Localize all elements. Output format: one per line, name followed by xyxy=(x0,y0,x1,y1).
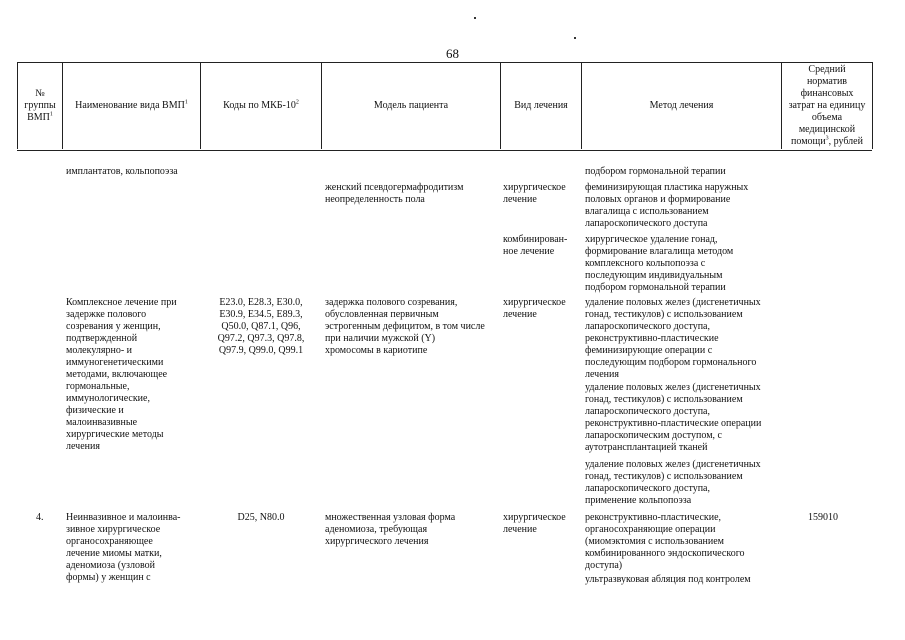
header-treatment-method: Метод лечения xyxy=(649,99,714,111)
method-cell: удаление половых желез (дисгенетичных гонад, тестикулов) с использованием лапароскопического доступа, применение кольпопоэза xyxy=(585,459,761,506)
treatment-type-cell: хирургическое лечение xyxy=(503,297,566,320)
patient-model-cell: задержка полового созревания, обусловленная первичным эстрогенным дефицитом, в том числе при наличии мужской (Y) хромосомы в кариотипе xyxy=(325,297,485,356)
vmp-name-cell: Неинвазивное и малоинва- зивное хирургическое органосохраняющее лечение миомы матки, аденомиоза (узловой формы) у женщин с xyxy=(66,512,181,583)
header-group-number: № группы ВМП$^1$ xyxy=(24,87,56,123)
speck xyxy=(474,17,476,19)
page-number: 68 xyxy=(446,46,459,61)
icd-codes-cell: D25, N80.0 xyxy=(237,512,285,523)
header-patient-model: Модель пациента xyxy=(373,99,449,111)
header-vmp-name: Наименование вида ВМП$^1$ xyxy=(75,99,188,111)
patient-model-cell: женский псевдогермафродитизм неопределенность пола xyxy=(325,182,464,205)
icd-codes-cell: E23.0, E28.3, E30.0, E30.9, E34.5, E89.3, Q50.0, Q87.1, Q96, Q97.2, Q97.3, Q97.8, Q97.9, Q99.0, Q99.1 xyxy=(217,297,305,356)
method-cell: реконструктивно-пластические, органосохраняющие операции (миомэктомия с использованием комбинированного эндоскопического доступа) xyxy=(585,512,745,571)
treatment-type-cell: хирургическое лечение xyxy=(503,512,566,535)
group-number-cell: 4. xyxy=(36,512,44,523)
method-cell: удаление половых желез (дисгенетичных гонад, тестикулов) с использованием лапароскопического доступа, реконструктивно-пластические операции лапароскопическим доступом, с аутотрансплантацией тканей xyxy=(585,382,762,453)
treatment-type-cell: хирургическое лечение xyxy=(503,182,566,205)
method-cell: ультразвуковая абляция под контролем xyxy=(585,574,751,585)
vmp-name-cell: имплантатов, кольпопоэза xyxy=(66,166,178,177)
method-cell: подбором гормональной терапии xyxy=(585,166,726,177)
patient-model-cell: множественная узловая форма аденомиоза, требующая хирургического лечения xyxy=(325,512,456,547)
column-divider xyxy=(872,62,873,149)
vmp-name-cell: Комплексное лечение при задержке полового созревания у женщин, подтвержденной молекулярно- и иммуногенетическими методами, включающее гормональные, иммунологические, физические и малоинвазивные хирургические методы лечения xyxy=(66,297,177,452)
treatment-type-cell: комбинирован- ное лечение xyxy=(503,234,568,257)
header-icd-codes: Коды по МКБ-$10^2$ xyxy=(223,99,299,111)
header-treatment-type: Вид лечения xyxy=(514,99,568,111)
method-cell: хирургическое удаление гонад, формирование влагалища методом комплексного кольпопоэза с последующим индивидуальным подбором гормональной терапии xyxy=(585,234,734,293)
method-cell: феминизирующая пластика наружных половых органов и формирование влагалища с использованием лапароскопического доступа xyxy=(585,182,749,229)
speck xyxy=(574,37,576,39)
header-average-cost: Средний норматив финансовых затрат на единицу объема медицинской помощи$^3$, рублей xyxy=(788,63,866,147)
column-divider xyxy=(17,62,18,149)
average-cost-cell: 159010 xyxy=(808,512,838,523)
method-cell: удаление половых желез (дисгенетичных гонад, тестикулов) с использованием лапароскопического доступа, реконструктивно-пластические феминизирующие операции с последующим подбором гормонального лечения xyxy=(585,297,761,380)
